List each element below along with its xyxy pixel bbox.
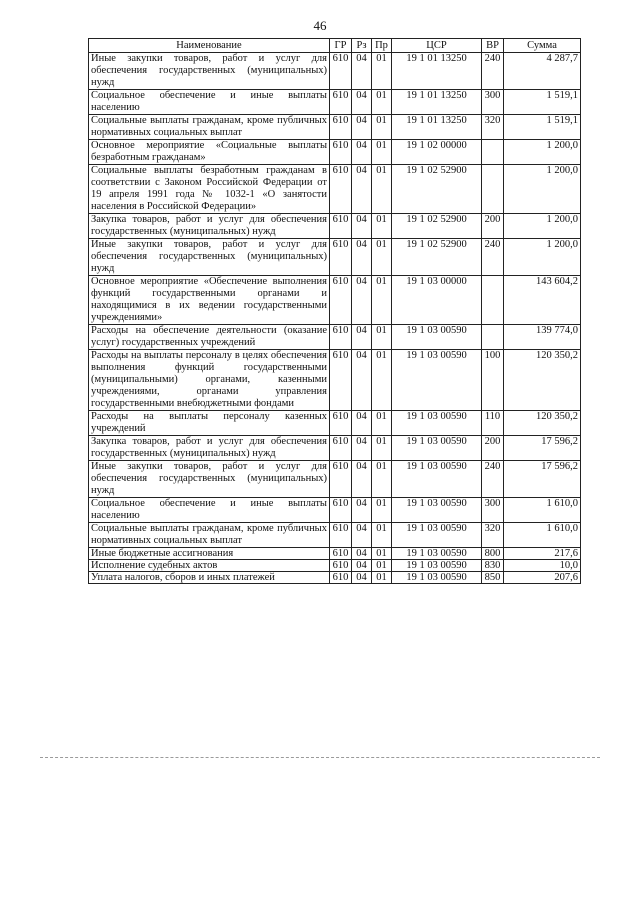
row-csr: 19 1 01 13250 xyxy=(392,53,482,90)
header-pr: Пр xyxy=(372,39,392,53)
table-row xyxy=(89,436,581,461)
row-rz: 04 xyxy=(352,523,372,548)
row-gr: 610 xyxy=(330,523,352,548)
row-vr: 320 xyxy=(482,523,504,548)
table-row xyxy=(89,523,581,548)
header-rz: Рз xyxy=(352,39,372,53)
header-csr: ЦСР xyxy=(392,39,482,53)
row-name: Иные бюджетные ассигнования xyxy=(89,548,330,560)
row-vr xyxy=(482,325,504,350)
row-vr: 320 xyxy=(482,115,504,140)
row-vr: 240 xyxy=(482,461,504,498)
row-vr: 830 xyxy=(482,560,504,572)
row-name: Уплата налогов, сборов и иных платежей xyxy=(89,572,330,584)
row-rz: 04 xyxy=(352,498,372,523)
row-sum: 139 774,0 xyxy=(504,325,581,350)
row-name: Закупка товаров, работ и услуг для обеспечения государственных (муниципальных) нужд xyxy=(89,214,330,239)
row-csr: 19 1 02 52900 xyxy=(392,239,482,276)
row-csr: 19 1 02 00000 xyxy=(392,140,482,165)
row-rz: 04 xyxy=(352,548,372,560)
row-csr: 19 1 03 00000 xyxy=(392,276,482,325)
row-name: Иные закупки товаров, работ и услуг для обеспечения государственных (муниципальных) нужд xyxy=(89,239,330,276)
row-pr: 01 xyxy=(372,548,392,560)
row-pr: 01 xyxy=(372,140,392,165)
table-row xyxy=(89,560,581,572)
row-gr: 610 xyxy=(330,140,352,165)
table-row xyxy=(89,548,581,560)
row-rz: 04 xyxy=(352,239,372,276)
row-csr: 19 1 03 00590 xyxy=(392,560,482,572)
row-csr: 19 1 03 00590 xyxy=(392,325,482,350)
row-rz: 04 xyxy=(352,350,372,411)
table-row xyxy=(89,461,581,498)
row-gr: 610 xyxy=(330,411,352,436)
page-divider xyxy=(40,757,600,758)
budget-table xyxy=(88,38,581,584)
row-vr: 850 xyxy=(482,572,504,584)
table-row xyxy=(89,115,581,140)
row-gr: 610 xyxy=(330,436,352,461)
row-pr: 01 xyxy=(372,436,392,461)
row-vr: 100 xyxy=(482,350,504,411)
row-csr: 19 1 03 00590 xyxy=(392,350,482,411)
row-pr: 01 xyxy=(372,165,392,214)
row-rz: 04 xyxy=(352,53,372,90)
row-rz: 04 xyxy=(352,560,372,572)
row-gr: 610 xyxy=(330,115,352,140)
row-csr: 19 1 02 52900 xyxy=(392,165,482,214)
row-pr: 01 xyxy=(372,461,392,498)
row-vr: 800 xyxy=(482,548,504,560)
row-csr: 19 1 01 13250 xyxy=(392,90,482,115)
row-gr: 610 xyxy=(330,239,352,276)
row-csr: 19 1 03 00590 xyxy=(392,548,482,560)
row-gr: 610 xyxy=(330,572,352,584)
row-sum: 207,6 xyxy=(504,572,581,584)
row-name: Расходы на выплаты персоналу в целях обеспечения выполнения функций государственными (муниципальными) органами, казенными учреждениями, органами управления государственными внебюджетными фондами xyxy=(89,350,330,411)
row-rz: 04 xyxy=(352,325,372,350)
header-sum: Сумма xyxy=(504,39,581,53)
row-vr: 200 xyxy=(482,436,504,461)
row-csr: 19 1 03 00590 xyxy=(392,436,482,461)
table-row xyxy=(89,239,581,276)
row-sum: 1 200,0 xyxy=(504,140,581,165)
row-pr: 01 xyxy=(372,498,392,523)
row-sum: 1 200,0 xyxy=(504,165,581,214)
row-sum: 120 350,2 xyxy=(504,350,581,411)
header-gr: ГР xyxy=(330,39,352,53)
table-row xyxy=(89,498,581,523)
row-csr: 19 1 03 00590 xyxy=(392,523,482,548)
row-gr: 610 xyxy=(330,461,352,498)
table-header-row xyxy=(89,39,581,53)
row-sum: 1 200,0 xyxy=(504,239,581,276)
row-gr: 610 xyxy=(330,276,352,325)
row-sum: 143 604,2 xyxy=(504,276,581,325)
row-name: Основное мероприятие «Обеспечение выполнения функций государственными органами и находящимися в их ведении государственными учреждениями» xyxy=(89,276,330,325)
table-row xyxy=(89,325,581,350)
row-name: Иные закупки товаров, работ и услуг для обеспечения государственных (муниципальных) нужд xyxy=(89,461,330,498)
row-name: Социальные выплаты безработным гражданам в соответствии с Законом Российской Федерации от 19 апреля 1991 года № 1032-1 «О занятости населения в Российской Федерации» xyxy=(89,165,330,214)
row-vr: 300 xyxy=(482,498,504,523)
row-rz: 04 xyxy=(352,214,372,239)
row-name: Иные закупки товаров, работ и услуг для обеспечения государственных (муниципальных) нужд xyxy=(89,53,330,90)
table-row xyxy=(89,276,581,325)
row-sum: 1 610,0 xyxy=(504,523,581,548)
row-csr: 19 1 03 00590 xyxy=(392,461,482,498)
header-name: Наименование xyxy=(89,39,330,53)
row-pr: 01 xyxy=(372,411,392,436)
row-vr: 110 xyxy=(482,411,504,436)
row-vr: 240 xyxy=(482,239,504,276)
row-rz: 04 xyxy=(352,276,372,325)
row-gr: 610 xyxy=(330,90,352,115)
row-name: Социальные выплаты гражданам, кроме публичных нормативных социальных выплат xyxy=(89,115,330,140)
row-sum: 217,6 xyxy=(504,548,581,560)
row-pr: 01 xyxy=(372,115,392,140)
row-pr: 01 xyxy=(372,350,392,411)
row-name: Расходы на выплаты персоналу казенных учреждений xyxy=(89,411,330,436)
row-csr: 19 1 01 13250 xyxy=(392,115,482,140)
row-pr: 01 xyxy=(372,276,392,325)
row-sum: 10,0 xyxy=(504,560,581,572)
row-pr: 01 xyxy=(372,214,392,239)
row-vr xyxy=(482,276,504,325)
row-name: Исполнение судебных актов xyxy=(89,560,330,572)
row-rz: 04 xyxy=(352,165,372,214)
row-gr: 610 xyxy=(330,560,352,572)
row-pr: 01 xyxy=(372,572,392,584)
page-number: 46 xyxy=(313,18,327,33)
header-vr: ВР xyxy=(482,39,504,53)
row-rz: 04 xyxy=(352,461,372,498)
row-gr: 610 xyxy=(330,548,352,560)
row-vr xyxy=(482,165,504,214)
row-vr: 300 xyxy=(482,90,504,115)
row-pr: 01 xyxy=(372,560,392,572)
table-row xyxy=(89,214,581,239)
table-row xyxy=(89,165,581,214)
row-vr: 240 xyxy=(482,53,504,90)
row-gr: 610 xyxy=(330,350,352,411)
row-csr: 19 1 03 00590 xyxy=(392,411,482,436)
row-sum: 4 287,7 xyxy=(504,53,581,90)
row-sum: 1 519,1 xyxy=(504,115,581,140)
row-csr: 19 1 02 52900 xyxy=(392,214,482,239)
row-gr: 610 xyxy=(330,165,352,214)
row-sum: 17 596,2 xyxy=(504,436,581,461)
row-name: Социальное обеспечение и иные выплаты населению xyxy=(89,90,330,115)
row-csr: 19 1 03 00590 xyxy=(392,498,482,523)
row-rz: 04 xyxy=(352,572,372,584)
row-rz: 04 xyxy=(352,436,372,461)
row-sum: 1 519,1 xyxy=(504,90,581,115)
table-row xyxy=(89,53,581,90)
table-row xyxy=(89,350,581,411)
row-gr: 610 xyxy=(330,498,352,523)
row-gr: 610 xyxy=(330,214,352,239)
row-pr: 01 xyxy=(372,325,392,350)
row-name: Расходы на обеспечение деятельности (оказание услуг) государственных учреждений xyxy=(89,325,330,350)
row-sum: 1 610,0 xyxy=(504,498,581,523)
row-sum: 1 200,0 xyxy=(504,214,581,239)
row-name: Основное мероприятие «Социальные выплаты безработным гражданам» xyxy=(89,140,330,165)
row-pr: 01 xyxy=(372,523,392,548)
row-rz: 04 xyxy=(352,115,372,140)
row-vr xyxy=(482,140,504,165)
row-pr: 01 xyxy=(372,90,392,115)
table-row xyxy=(89,572,581,584)
row-name: Закупка товаров, работ и услуг для обеспечения государственных (муниципальных) нужд xyxy=(89,436,330,461)
row-vr: 200 xyxy=(482,214,504,239)
table-row xyxy=(89,140,581,165)
table-row xyxy=(89,90,581,115)
row-sum: 17 596,2 xyxy=(504,461,581,498)
table-row xyxy=(89,411,581,436)
row-gr: 610 xyxy=(330,325,352,350)
row-name: Социальное обеспечение и иные выплаты населению xyxy=(89,498,330,523)
row-gr: 610 xyxy=(330,53,352,90)
row-csr: 19 1 03 00590 xyxy=(392,572,482,584)
row-sum: 120 350,2 xyxy=(504,411,581,436)
row-name: Социальные выплаты гражданам, кроме публичных нормативных социальных выплат xyxy=(89,523,330,548)
row-rz: 04 xyxy=(352,140,372,165)
row-pr: 01 xyxy=(372,53,392,90)
row-rz: 04 xyxy=(352,411,372,436)
row-pr: 01 xyxy=(372,239,392,276)
row-rz: 04 xyxy=(352,90,372,115)
